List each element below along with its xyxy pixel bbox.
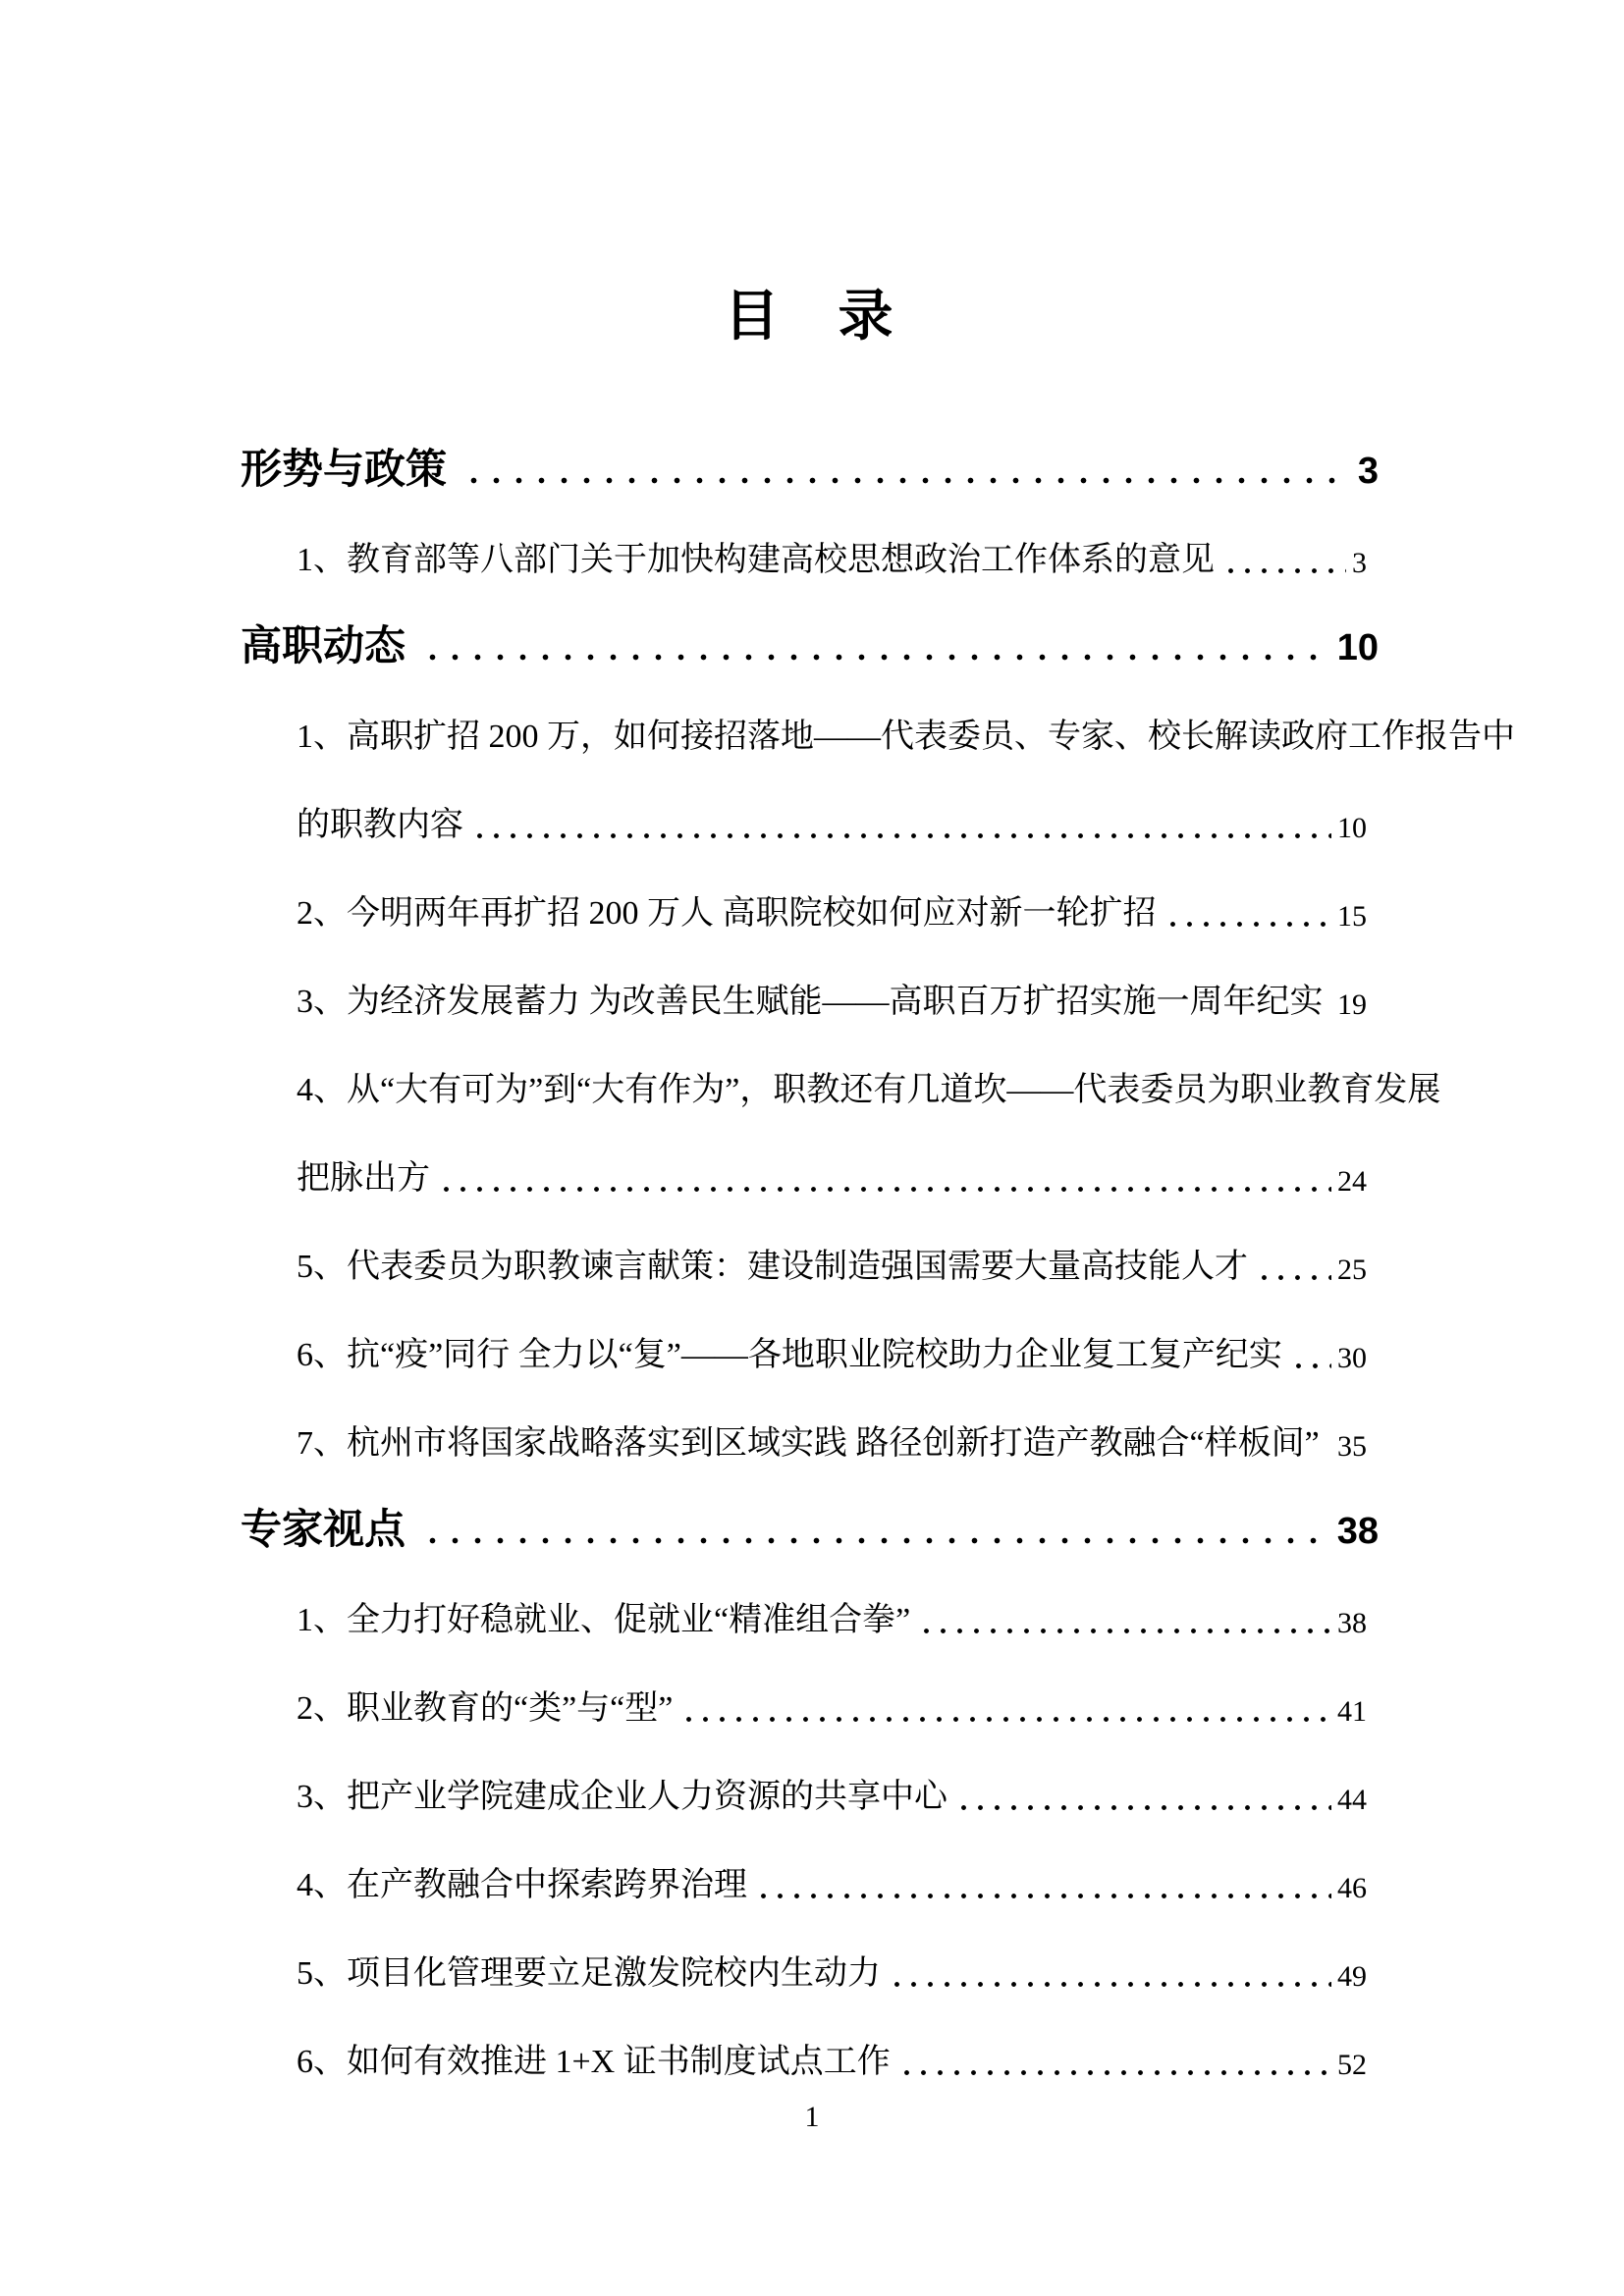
dot-leader [1256, 1274, 1331, 1281]
item-title-continuation: 把脉出方 [297, 1159, 430, 1197]
toc-item-row[interactable] [297, 506, 1379, 594]
page-number: 10 [1336, 627, 1379, 668]
page-number: 3 [1357, 451, 1379, 492]
page-number: 52 [1337, 2049, 1367, 2081]
dot-leader [1331, 1009, 1332, 1016]
footer-page-number: 1 [804, 2101, 820, 2133]
page-number: 46 [1337, 1872, 1367, 1904]
toc-item-row[interactable] [297, 1831, 1379, 1919]
item-title: 4、从“大有可为”到“大有作为”，职教还有几道坎——代表委员为职业教育发展 [297, 1071, 1441, 1108]
toc-item-continuation-row[interactable] [297, 1124, 1379, 1212]
page-title: 目 录 [724, 287, 895, 347]
item-title-continuation: 的职教内容 [297, 806, 463, 843]
toc-section-row[interactable] [241, 417, 1379, 506]
toc-item-row[interactable] [297, 1654, 1379, 1742]
dot-leader [438, 1186, 1331, 1193]
item-title: 5、代表委员为职教谏言献策：建设制造强国需要大量高技能人才 [297, 1248, 1248, 1285]
page-number: 19 [1337, 988, 1367, 1021]
dot-leader [421, 1536, 1326, 1545]
page-number: 25 [1337, 1254, 1367, 1286]
item-title: 6、抗“疫”同行 全力以“复”——各地职业院校助力企业复工复产纪实 [297, 1336, 1282, 1373]
toc-item-row[interactable] [297, 1036, 1441, 1124]
toc-item-row[interactable] [297, 1212, 1379, 1301]
toc-item-row[interactable] [297, 1742, 1379, 1831]
page-number: 38 [1336, 1511, 1379, 1552]
section-title: 高职动态 [241, 622, 406, 668]
dot-leader [1222, 567, 1346, 574]
toc-item-row[interactable] [297, 859, 1379, 947]
item-title: 1、教育部等八部门关于加快构建高校思想政治工作体系的意见 [297, 541, 1215, 578]
page-number: 24 [1337, 1165, 1367, 1198]
dot-leader [1290, 1362, 1331, 1369]
toc-item-row[interactable] [297, 1301, 1379, 1389]
dot-leader [680, 1716, 1331, 1723]
page-number: 15 [1337, 900, 1367, 933]
item-title: 1、高职扩招 200 万，如何接招落地——代表委员、专家、校长解读政府工作报告中 [297, 718, 1515, 755]
dot-leader [421, 653, 1326, 662]
page-number: 35 [1337, 1430, 1367, 1463]
dot-leader [955, 1804, 1331, 1811]
dot-leader [1164, 921, 1332, 928]
toc-section-row[interactable] [241, 594, 1379, 682]
item-title: 3、把产业学院建成企业人力资源的共享中心 [297, 1778, 947, 1815]
dot-leader [462, 476, 1346, 485]
dot-leader [898, 2069, 1331, 2076]
toc-item-row[interactable] [297, 2007, 1379, 2096]
page-number: 10 [1337, 812, 1367, 844]
page-number: 30 [1337, 1342, 1367, 1374]
item-title: 6、如何有效推进 1+X 证书制度试点工作 [297, 2043, 891, 2080]
item-title: 7、杭州市将国家战略落实到区域实践 路径创新打造产教融合“样板间” [297, 1424, 1320, 1462]
dot-leader [471, 832, 1331, 839]
toc-item-row[interactable] [297, 947, 1379, 1036]
toc-item-continuation-row[interactable] [297, 771, 1379, 859]
page-number: 49 [1337, 1960, 1367, 1993]
toc-item-row[interactable] [297, 1919, 1379, 2007]
item-title: 1、全力打好稳就业、促就业“精准组合拳” [297, 1601, 911, 1638]
toc-section-row[interactable] [241, 1477, 1379, 1566]
page-number: 38 [1337, 1607, 1367, 1639]
dot-leader [755, 1893, 1331, 1899]
item-title: 2、职业教育的“类”与“型” [297, 1689, 674, 1727]
toc-item-row[interactable] [297, 1566, 1379, 1654]
item-title: 2、今明两年再扩招 200 万人 高职院校如何应对新一轮扩招 [297, 894, 1157, 932]
toc-item-row[interactable] [297, 682, 1515, 771]
page-number: 41 [1337, 1695, 1367, 1728]
toc-item-row[interactable] [297, 1389, 1379, 1477]
page-number: 44 [1337, 1784, 1367, 1816]
item-title: 5、项目化管理要立足激发院校内生动力 [297, 1954, 881, 1992]
page-number: 3 [1352, 547, 1367, 579]
dot-leader [918, 1628, 1331, 1634]
table-of-contents [241, 417, 1515, 2096]
section-title: 形势与政策 [241, 446, 448, 492]
item-title: 3、为经济发展蓄力 为改善民生赋能——高职百万扩招实施一周年纪实 [297, 983, 1324, 1020]
dot-leader [1327, 1451, 1331, 1458]
dot-leader [889, 1981, 1331, 1988]
section-title: 专家视点 [241, 1506, 406, 1552]
item-title: 4、在产教融合中探索跨界治理 [297, 1866, 747, 1903]
